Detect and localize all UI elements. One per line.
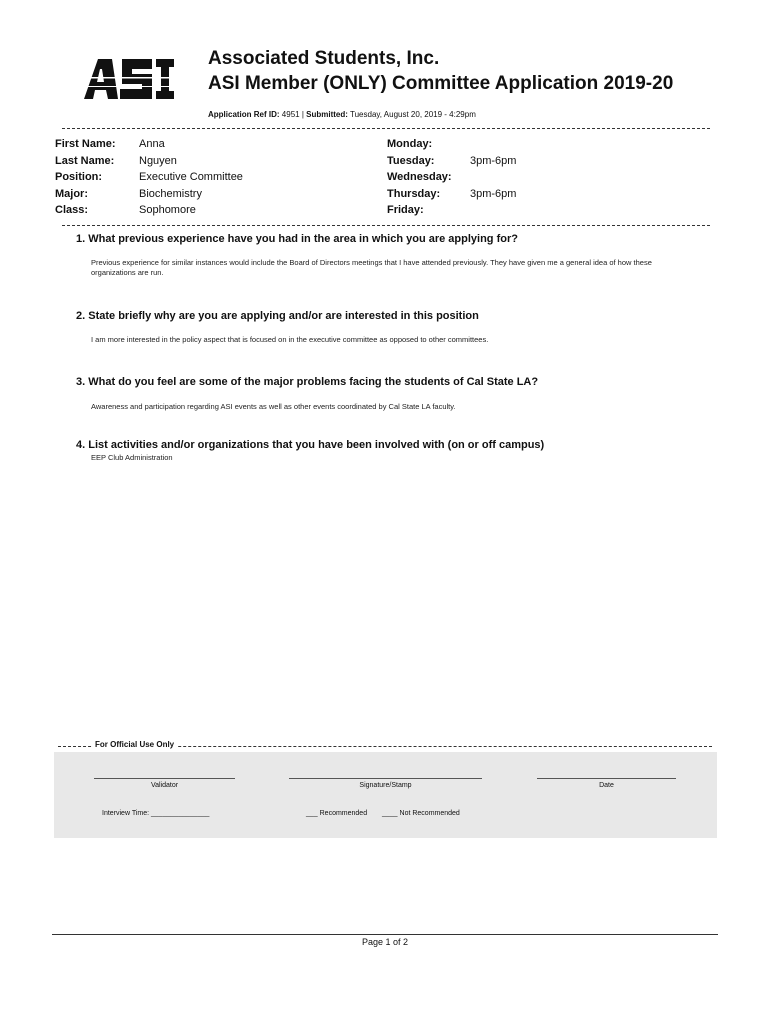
time-thursday: 3pm-6pm [470,187,517,200]
validator-line [94,778,235,779]
availability-days [387,136,452,219]
first-name-value: Anna [139,138,165,150]
day-friday: Friday: [387,204,424,216]
last-name-label: Last Name: [55,154,115,167]
major-label: Major: [55,187,88,200]
answer-3: Awareness and participation regarding ASI events as well as other events coordinated by Cal State LA faculty. [91,402,456,411]
recommended-option: ___ Recommended [306,810,368,817]
form-title: ASI Member (ONLY) Committee Application 2019-20 [208,73,674,94]
divider-top [62,128,710,129]
ref-label: Application Ref ID: [208,110,280,119]
applicant-values [139,136,243,219]
submitted-value: Tuesday, August 20, 2019 - 4:29pm [350,110,476,119]
day-thursday: Thursday: [387,187,441,200]
date-label: Date [599,782,614,789]
not-recommended-option: ____ Not Recommended [382,810,460,817]
validator-field [94,778,235,789]
official-use-box [54,752,717,838]
day-tuesday: Tuesday: [387,154,435,167]
asi-logo [82,57,176,101]
question-4-number: 4. [76,439,86,451]
question-2-text: State briefly why are you are applying and/or are interested in this position [88,310,479,322]
applicant-labels [55,136,116,219]
question-3 [76,376,538,388]
day-monday: Monday: [387,138,433,150]
question-3-text: What do you feel are some of the major problems facing the students of Cal State LA? [88,376,539,388]
time-friday [470,202,516,219]
first-name-label: First Name: [55,138,116,150]
signature-field [289,778,482,789]
day-wednesday: Wednesday: [387,171,452,183]
question-2 [76,310,479,322]
ref-value: 4951 [281,110,300,119]
position-label: Position: [55,171,103,183]
question-4 [76,439,544,451]
time-monday [470,136,516,153]
meta-separator: | [301,110,304,119]
major-value: Biochemistry [139,187,202,200]
org-name: Associated Students, Inc. [208,48,440,69]
date-field [537,778,676,789]
validator-label: Validator [150,782,179,789]
official-use-label: For Official Use Only [92,740,177,749]
answer-4: EEP Club Administration [91,453,173,462]
answer-2: I am more interested in the policy aspect that is focused on in the executive committee as opposed to other committees. [91,335,489,344]
divider-info [62,225,710,226]
answer-1: Previous experience for similar instances would include the Board of Directors meetings that I have attended previously. They have given me a general idea of how these organizations are run. [91,258,652,277]
question-1-number: 1. [76,233,86,245]
time-wednesday [470,169,516,186]
date-line [537,778,676,779]
signature-line [289,778,482,779]
interview-time: Interview Time: _______________ [102,810,210,817]
last-name-value: Nguyen [139,154,177,167]
class-value: Sophomore [139,204,196,216]
question-2-number: 2. [76,310,86,322]
page-number: Page 1 of 2 [361,937,409,947]
application-meta [208,110,476,119]
availability-times [470,136,516,219]
signature-label: Signature/Stamp [359,782,412,789]
question-3-number: 3. [76,376,86,388]
submitted-label: Submitted: [306,110,348,119]
question-1-text: What previous experience have you had in the area in which you are applying for? [88,233,518,245]
position-value: Executive Committee [139,171,243,183]
question-1 [76,233,518,245]
footer-rule [52,934,718,935]
time-tuesday: 3pm-6pm [470,154,517,167]
class-label: Class: [55,204,89,216]
question-4-text: List activities and/or organizations that you have been involved with (on or off campus) [88,439,545,451]
